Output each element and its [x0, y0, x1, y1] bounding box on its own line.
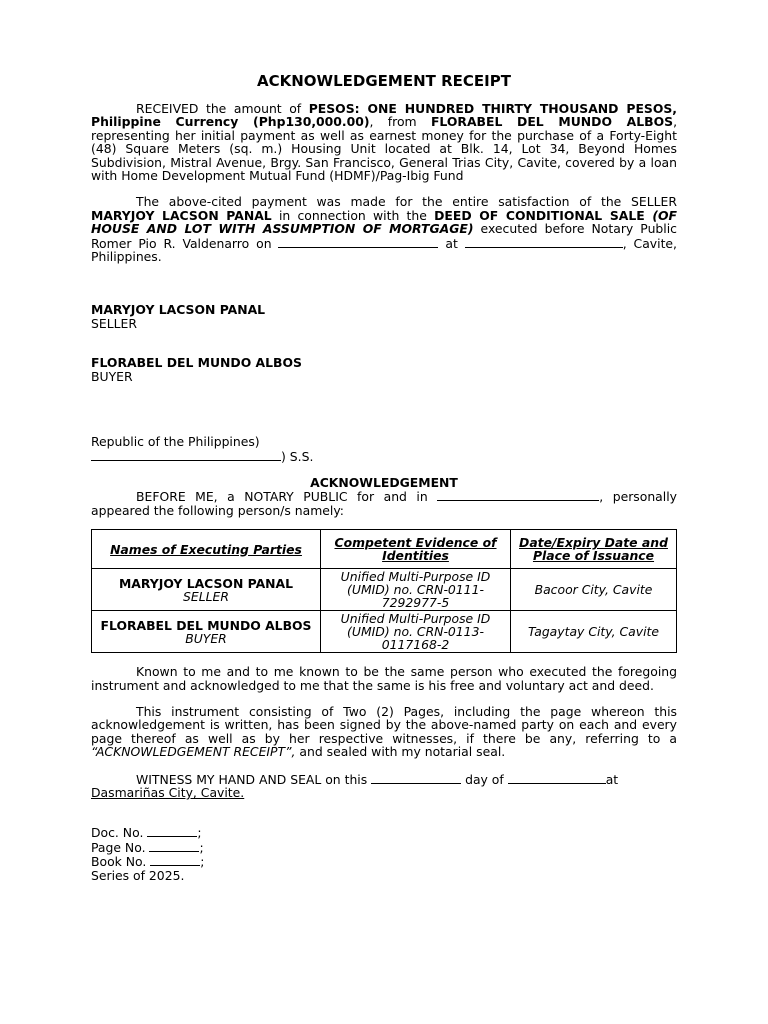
book-no-blank[interactable]	[150, 854, 200, 866]
party-cell	[92, 569, 321, 611]
venue-line: Republic of the Philippines)	[91, 434, 260, 450]
party-role: BUYER	[185, 630, 227, 646]
text: at	[605, 771, 619, 787]
amount-text: PESOS: ONE HUNDRED THIRTY THOUSAND PESOS, Philippine Currency (Php130,000.00)	[91, 101, 677, 130]
table-row	[92, 569, 677, 611]
id-cell: Unified Multi-Purpose ID (UMID) no. CRN-0113-0117168-2	[321, 611, 511, 653]
seller-signature-block	[91, 303, 677, 330]
doc-no-line	[91, 825, 677, 839]
date-blank[interactable]	[278, 236, 438, 248]
text: Page No.	[91, 839, 150, 855]
page-no-line	[91, 840, 677, 854]
text: RECEIVED the amount of	[136, 101, 309, 116]
text: ;	[197, 825, 202, 841]
party-role: SELLER	[183, 588, 229, 604]
text: Book No.	[91, 854, 151, 870]
buyer-name: FLORABEL DEL MUNDO ALBOS	[91, 355, 302, 371]
document-body	[91, 72, 677, 882]
venue-blank[interactable]	[91, 449, 281, 461]
table-header: Competent Evidence of Identities	[321, 530, 511, 569]
text: The above-cited payment was made for the entire satisfaction of the SELLER	[136, 194, 677, 210]
place-blank[interactable]	[465, 236, 623, 248]
text: Doc. No.	[91, 825, 148, 841]
text: day of	[461, 771, 508, 787]
text: ;	[199, 839, 204, 855]
party-cell	[92, 611, 321, 653]
doc-no-blank[interactable]	[147, 825, 197, 837]
payer-name: FLORABEL DEL MUNDO ALBOS	[430, 114, 674, 130]
table-header: Date/Expiry Date and Place of Issuance	[511, 530, 677, 569]
acknowledgement-heading: ACKNOWLEDGEMENT	[310, 474, 458, 490]
notary-place-blank[interactable]	[437, 489, 599, 501]
receipt-paragraph	[91, 102, 677, 182]
text: in connection with the	[271, 207, 435, 223]
document-title: ACKNOWLEDGEMENT RECEIPT	[257, 72, 511, 90]
parties-table	[91, 529, 677, 653]
table-header: Names of Executing Parties	[92, 530, 321, 569]
text: and sealed with my notarial seal.	[295, 744, 506, 760]
venue-line-2	[91, 449, 677, 463]
month-blank[interactable]	[508, 772, 606, 784]
party-name: FLORABEL DEL MUNDO ALBOS	[100, 617, 312, 633]
buyer-signature-block	[91, 356, 677, 383]
text: ) S.S.	[281, 448, 314, 464]
text: at	[438, 235, 465, 251]
text: , representing her initial payment as well as earnest money for the purchase of a Forty-Eight (48) Square Meters (sq. m.) Housing Unit located at Blk. 14, Lot 34, Beyond Homes Subdivision, Mistral Avenue, Brgy. San Francisco, General Trias City, Cavite, covered by a loan with Home Development Mutual Fund (HDMF)/Pag-Ibig Fund	[91, 114, 678, 184]
notarial-register-block	[91, 825, 677, 882]
deed-subtitle: (OF HOUSE AND LOT WITH ASSUMPTION OF MORTGAGE)	[91, 207, 677, 237]
series-line: Series of 2025.	[91, 867, 185, 883]
party-name: MARYJOY LACSON PANAL	[118, 575, 294, 591]
seller-role: SELLER	[91, 315, 137, 331]
receipt-reference: “ACKNOWLEDGEMENT RECEIPT”,	[91, 744, 296, 760]
text: WITNESS MY HAND AND SEAL on this	[136, 771, 372, 787]
table-row	[92, 611, 677, 653]
day-blank[interactable]	[371, 772, 461, 784]
seller-name: MARYJOY LACSON PANAL	[91, 302, 266, 318]
witness-place: Dasmariñas City, Cavite.	[91, 784, 245, 800]
book-no-line	[91, 854, 677, 868]
text: executed before Notary Public Romer Pio R. Valdenarro on	[91, 221, 677, 251]
id-cell: Unified Multi-Purpose ID (UMID) no. CRN-0111-7292977-5	[321, 569, 511, 611]
seller-name-inline: MARYJOY LACSON PANAL	[91, 207, 272, 223]
text: , Cavite, Philippines.	[91, 235, 677, 265]
table-header-row	[92, 530, 677, 569]
deed-title: DEED OF CONDITIONAL SALE	[434, 207, 653, 223]
buyer-role: BUYER	[91, 368, 133, 384]
text: BEFORE ME, a NOTARY PUBLIC for and in	[136, 489, 438, 505]
acknowledgement-paragraph	[91, 489, 677, 517]
witness-paragraph	[91, 772, 677, 786]
known-paragraph: Known to me and to me known to be the same person who executed the foregoing instrument and acknowledged to me that the same is his free and voluntary act and deed.	[91, 664, 677, 693]
satisfaction-paragraph	[91, 195, 677, 263]
page-no-blank[interactable]	[149, 840, 199, 852]
place-cell: Tagaytay City, Cavite	[511, 611, 677, 653]
text: , from	[369, 114, 431, 130]
text: ;	[200, 854, 205, 870]
instrument-paragraph	[91, 705, 677, 759]
venue-block	[91, 435, 677, 463]
text: , personally appeared the following person/s namely:	[91, 489, 677, 518]
text: This instrument consisting of Two (2) Pages, including the page whereon this acknowledgement is written, has been signed by the above-named party on each and every page thereof as well as by her respective witnesses, if there be any, referring to a	[91, 703, 677, 746]
place-cell: Bacoor City, Cavite	[511, 569, 677, 611]
